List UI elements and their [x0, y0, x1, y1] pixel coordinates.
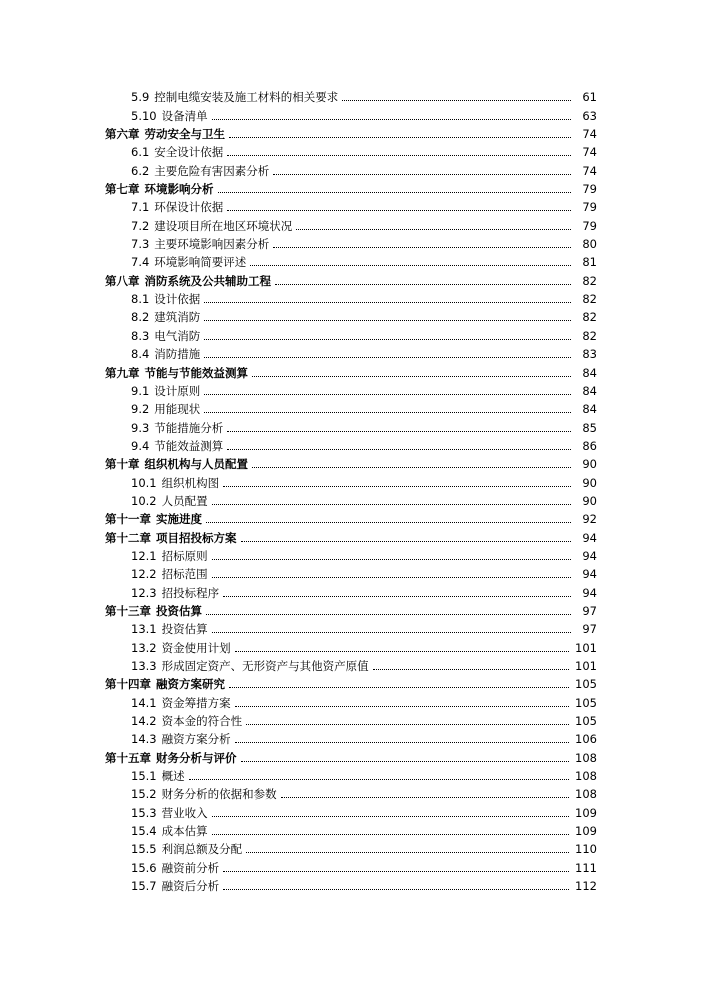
toc-page-number: 97 [582, 603, 597, 618]
toc-dot-leader [227, 428, 571, 432]
toc-page-number: 79 [582, 218, 597, 233]
toc-entry-number: 15.5 [131, 842, 157, 857]
table-of-contents [105, 86, 597, 893]
toc-entry-title: 控制电缆安装及施工材料的相关要求 [154, 90, 339, 105]
toc-entry-number: 12.2 [131, 567, 157, 582]
toc-entry-title: 融资方案研究 [156, 677, 225, 692]
toc-entry-title: 投资估算 [161, 622, 208, 637]
toc-entry-title: 环境影响简要评述 [154, 255, 247, 270]
toc-page-number: 82 [582, 273, 597, 288]
toc-dot-leader [204, 354, 571, 358]
toc-dot-leader [235, 739, 569, 743]
toc-page-number: 105 [575, 695, 597, 710]
toc-dot-leader [204, 391, 571, 395]
toc-entry-title: 财务分析与评价 [156, 750, 237, 765]
toc-entry-title: 消防系统及公共辅助工程 [144, 273, 271, 288]
toc-entry-number: 12.3 [131, 585, 157, 600]
toc-dot-leader [206, 519, 571, 523]
toc-page-number: 81 [582, 255, 597, 270]
toc-section-entry[interactable] [105, 545, 597, 563]
toc-entry-title: 招投标程序 [161, 585, 220, 600]
toc-page-number: 63 [582, 108, 597, 123]
toc-dot-leader [204, 409, 571, 413]
toc-page-number: 101 [575, 640, 597, 655]
toc-dot-leader [223, 886, 569, 890]
toc-entry-title: 电气消防 [154, 328, 201, 343]
toc-dot-leader [223, 868, 569, 872]
toc-entry-title: 组织机构图 [161, 475, 220, 490]
toc-section-entry[interactable] [105, 765, 597, 783]
toc-entry-number: 13.1 [131, 622, 157, 637]
toc-section-entry[interactable] [105, 801, 597, 819]
toc-dot-leader [212, 831, 569, 835]
toc-entry-title: 资金筹措方案 [161, 695, 231, 710]
toc-page-number: 105 [575, 677, 597, 692]
toc-section-entry[interactable] [105, 618, 597, 636]
toc-entry-title: 节能措施分析 [154, 420, 224, 435]
toc-section-entry[interactable] [105, 563, 597, 581]
toc-entry-title: 环境影响分析 [144, 182, 214, 197]
toc-page-number: 94 [582, 567, 597, 582]
toc-page-number: 79 [582, 182, 597, 197]
toc-section-entry[interactable] [105, 875, 597, 893]
toc-dot-leader [189, 776, 569, 780]
toc-entry-number: 14.3 [131, 732, 157, 747]
toc-entry-number: 第十章 [105, 457, 140, 472]
toc-page-number: 112 [575, 879, 597, 894]
toc-entry-number: 14.1 [131, 695, 157, 710]
toc-entry-title: 消防措施 [154, 347, 201, 362]
toc-page-number: 90 [582, 457, 597, 472]
toc-page-number: 94 [582, 548, 597, 563]
toc-entry-number: 10.2 [131, 493, 157, 508]
toc-entry-title: 资金使用计划 [161, 640, 231, 655]
toc-entry-number: 第九章 [105, 365, 140, 380]
toc-entry-number: 第十五章 [105, 750, 151, 765]
toc-entry-number: 9.4 [131, 438, 150, 453]
toc-entry-number: 13.3 [131, 659, 157, 673]
toc-entry-title: 环保设计依据 [154, 200, 224, 215]
toc-chapter-entry[interactable] [105, 361, 597, 379]
toc-page-number: 82 [582, 310, 597, 325]
toc-dot-leader [212, 116, 571, 120]
toc-section-entry[interactable] [105, 655, 597, 673]
toc-page-number: 79 [582, 200, 597, 215]
toc-entry-number: 第七章 [105, 182, 140, 197]
toc-chapter-entry[interactable] [105, 673, 597, 691]
toc-entry-number: 9.3 [131, 420, 150, 435]
toc-entry-title: 利润总额及分配 [161, 842, 243, 857]
toc-section-entry[interactable] [105, 490, 597, 508]
toc-section-entry[interactable] [105, 471, 597, 489]
toc-page-number: 108 [575, 787, 597, 802]
toc-entry-title: 组织机构与人员配置 [144, 457, 248, 472]
toc-chapter-entry[interactable] [105, 508, 597, 526]
toc-entry-number: 14.2 [131, 714, 157, 729]
toc-dot-leader [227, 446, 571, 450]
toc-entry-title: 设计原则 [154, 383, 201, 398]
toc-entry-title: 营业收入 [161, 805, 208, 820]
toc-dot-leader [212, 813, 569, 817]
toc-dot-leader [223, 483, 571, 487]
toc-section-entry[interactable] [105, 233, 597, 251]
toc-page-number: 111 [575, 860, 597, 875]
toc-dot-leader [227, 152, 571, 156]
toc-entry-title: 概述 [161, 769, 185, 784]
toc-section-entry[interactable] [105, 251, 597, 269]
toc-chapter-entry[interactable] [105, 178, 597, 196]
toc-entry-title: 融资前分析 [161, 860, 220, 875]
toc-entry-number: 第八章 [105, 273, 140, 288]
toc-entry-title: 人员配置 [161, 493, 208, 508]
toc-entry-title: 形成固定资产、无形资产与其他资产原值 [161, 659, 369, 673]
toc-section-entry[interactable] [105, 416, 597, 434]
toc-entry-number: 9.1 [131, 383, 150, 398]
toc-chapter-entry[interactable] [105, 526, 597, 544]
toc-dot-leader [241, 758, 570, 762]
toc-dot-leader [235, 648, 569, 652]
toc-page-number: 108 [575, 750, 597, 765]
toc-entry-title: 建筑消防 [154, 310, 201, 325]
toc-entry-number: 5.9 [131, 90, 150, 105]
toc-section-entry[interactable] [105, 820, 597, 838]
toc-dot-leader [252, 464, 571, 468]
toc-page-number: 80 [582, 237, 597, 252]
toc-entry-title: 用能现状 [154, 402, 201, 417]
toc-page-number: 83 [582, 347, 597, 362]
toc-page-number: 82 [582, 292, 597, 307]
toc-dot-leader [229, 134, 571, 138]
toc-section-entry[interactable] [105, 306, 597, 324]
toc-dot-leader [275, 281, 571, 285]
toc-page-number: 74 [582, 145, 597, 160]
toc-chapter-entry[interactable] [105, 123, 597, 141]
toc-entry-title: 主要环境影响因素分析 [154, 237, 270, 252]
toc-entry-title: 项目招投标方案 [156, 530, 237, 545]
toc-page-number: 82 [582, 328, 597, 343]
toc-page-number: 109 [575, 824, 597, 839]
toc-dot-leader [281, 794, 569, 798]
toc-page-number: 86 [582, 438, 597, 453]
toc-entry-number: 第十二章 [105, 530, 151, 545]
toc-dot-leader [212, 629, 571, 633]
toc-entry-title: 设备清单 [161, 108, 208, 123]
toc-dot-leader [204, 336, 571, 340]
toc-section-entry[interactable] [105, 783, 597, 801]
toc-entry-number: 7.1 [131, 200, 150, 215]
toc-entry-number: 7.3 [131, 237, 150, 252]
toc-dot-leader [273, 244, 571, 248]
toc-section-entry[interactable] [105, 728, 597, 746]
toc-entry-number: 13.2 [131, 640, 157, 655]
toc-dot-leader [246, 849, 569, 853]
toc-entry-title: 建设项目所在地区环境状况 [154, 218, 293, 233]
toc-page-number: 106 [575, 732, 597, 747]
toc-dot-leader [204, 299, 571, 303]
toc-entry-title: 设计依据 [154, 292, 201, 307]
toc-chapter-entry[interactable] [105, 453, 597, 471]
toc-page-number: 94 [582, 530, 597, 545]
toc-chapter-entry[interactable] [105, 269, 597, 287]
toc-section-entry[interactable] [105, 159, 597, 177]
toc-page-number: 94 [582, 585, 597, 600]
toc-entry-number: 第十四章 [105, 677, 151, 692]
toc-dot-leader [206, 611, 571, 615]
toc-entry-title: 融资方案分析 [161, 732, 231, 747]
toc-entry-number: 8.2 [131, 310, 150, 325]
toc-entry-number: 第六章 [105, 127, 140, 142]
toc-entry-title: 财务分析的依据和参数 [161, 787, 277, 802]
toc-page-number: 97 [582, 622, 597, 637]
toc-page-number: 74 [582, 163, 597, 178]
toc-page-number: 92 [582, 512, 597, 527]
toc-section-entry[interactable] [105, 380, 597, 398]
toc-entry-number: 15.1 [131, 769, 157, 784]
toc-dot-leader [212, 574, 571, 578]
toc-dot-leader [223, 593, 571, 597]
toc-section-entry[interactable] [105, 636, 597, 654]
toc-entry-number: 6.2 [131, 163, 150, 178]
toc-section-entry[interactable] [105, 398, 597, 416]
toc-dot-leader [229, 684, 569, 688]
toc-dot-leader [204, 317, 571, 321]
toc-entry-number: 15.6 [131, 860, 157, 875]
toc-entry-title: 资本金的符合性 [161, 714, 243, 729]
toc-entry-number: 7.2 [131, 218, 150, 233]
toc-page-number: 101 [575, 659, 597, 673]
toc-page-number: 61 [582, 90, 597, 105]
toc-dot-leader [212, 556, 571, 560]
toc-section-entry[interactable] [105, 86, 597, 104]
toc-section-entry[interactable] [105, 324, 597, 342]
toc-section-entry[interactable] [105, 435, 597, 453]
toc-dot-leader [246, 721, 569, 725]
toc-entry-number: 5.10 [131, 108, 157, 123]
toc-dot-leader [252, 373, 571, 377]
toc-chapter-entry[interactable] [105, 600, 597, 618]
toc-section-entry[interactable] [105, 141, 597, 159]
toc-dot-leader [212, 501, 571, 505]
toc-entry-number: 15.3 [131, 805, 157, 820]
toc-entry-title: 劳动安全与卫生 [144, 127, 225, 142]
toc-entry-title: 融资后分析 [161, 879, 220, 894]
toc-section-entry[interactable] [105, 104, 597, 122]
toc-dot-leader [227, 207, 571, 211]
toc-dot-leader [342, 97, 571, 101]
toc-entry-number: 第十三章 [105, 603, 151, 618]
toc-page-number: 74 [582, 127, 597, 142]
toc-dot-leader [373, 666, 569, 670]
toc-entry-number: 12.1 [131, 548, 157, 563]
toc-dot-leader [241, 538, 572, 542]
toc-entry-title: 主要危险有害因素分析 [154, 163, 270, 178]
toc-section-entry[interactable] [105, 581, 597, 599]
toc-entry-number: 8.1 [131, 292, 150, 307]
toc-page-number: 110 [575, 842, 597, 857]
toc-page-number: 108 [575, 769, 597, 784]
toc-section-entry[interactable] [105, 343, 597, 361]
toc-chapter-entry[interactable] [105, 746, 597, 764]
toc-dot-leader [250, 262, 571, 266]
toc-page-number: 90 [582, 493, 597, 508]
toc-page-number: 105 [575, 714, 597, 729]
toc-entry-number: 7.4 [131, 255, 150, 270]
toc-page-number: 90 [582, 475, 597, 490]
toc-entry-number: 第十一章 [105, 512, 151, 527]
toc-section-entry[interactable] [105, 710, 597, 728]
toc-page-number: 84 [582, 383, 597, 398]
toc-entry-number: 6.1 [131, 145, 150, 160]
toc-entry-title: 招标原则 [161, 548, 208, 563]
toc-entry-number: 10.1 [131, 475, 157, 490]
toc-entry-title: 投资估算 [156, 603, 202, 618]
toc-page-number: 109 [575, 805, 597, 820]
toc-dot-leader [235, 703, 569, 707]
toc-entry-title: 安全设计依据 [154, 145, 224, 160]
toc-section-entry[interactable] [105, 196, 597, 214]
toc-entry-number: 9.2 [131, 402, 150, 417]
toc-page-number: 84 [582, 402, 597, 417]
toc-entry-title: 节能效益测算 [154, 438, 224, 453]
toc-entry-number: 15.4 [131, 824, 157, 839]
toc-dot-leader [296, 226, 571, 230]
toc-entry-title: 节能与节能效益测算 [144, 365, 248, 380]
toc-entry-title: 招标范围 [161, 567, 208, 582]
toc-entry-number: 15.2 [131, 787, 157, 802]
toc-entry-title: 成本估算 [161, 824, 208, 839]
toc-section-entry[interactable] [105, 288, 597, 306]
toc-entry-number: 8.4 [131, 347, 150, 362]
toc-dot-leader [218, 189, 572, 193]
toc-entry-title: 实施进度 [156, 512, 202, 527]
toc-section-entry[interactable] [105, 691, 597, 709]
toc-section-entry[interactable] [105, 856, 597, 874]
toc-section-entry[interactable] [105, 838, 597, 856]
toc-entry-number: 8.3 [131, 328, 150, 343]
toc-dot-leader [273, 171, 571, 175]
toc-entry-number: 15.7 [131, 879, 157, 894]
toc-page-number: 85 [582, 420, 597, 435]
toc-page-number: 84 [582, 365, 597, 380]
toc-section-entry[interactable] [105, 214, 597, 232]
